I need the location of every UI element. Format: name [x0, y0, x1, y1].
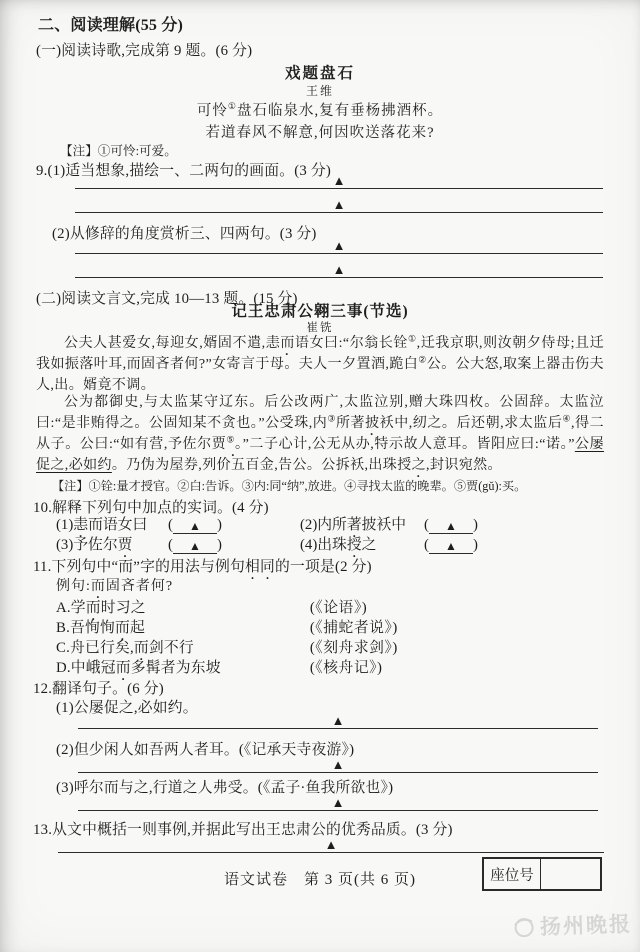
answer-blank: ▲ [173, 539, 217, 554]
blank-close-paren: ) [216, 537, 222, 553]
q10-item [300, 513, 478, 534]
answer-line [75, 261, 603, 278]
newspaper-logo-icon [512, 914, 537, 939]
poem-line: 若道春风不解意,何因吹送落花来? [205, 125, 435, 141]
watermark-text: 扬州晚报 [539, 912, 633, 940]
answer-blank: ▲ [429, 519, 473, 534]
answer-line [58, 836, 604, 853]
q10-item [300, 533, 478, 554]
seat-number-box [482, 857, 602, 891]
answer-marker: ▲ [332, 262, 346, 277]
q11-option-label: B.吾恂恂而起 [56, 620, 145, 636]
poem-author: 王维 [305, 84, 334, 98]
q11-option-label: D.中峨冠而多髯者为东坡 [56, 660, 221, 676]
q11-option-source: (《捕蛇者说》) [309, 620, 398, 636]
answer-marker: ▲ [331, 795, 345, 810]
q10-item [56, 533, 222, 554]
answer-marker: ▲ [332, 197, 346, 212]
answer-blank: ▲ [173, 519, 217, 534]
answer-line [78, 756, 598, 773]
q10-item-text: (3)予佐尔贾 [56, 537, 133, 553]
q10-item-text: (1)恚而语女曰 [56, 517, 148, 533]
poem-note: 【注】①可怜:可爱。 [60, 144, 177, 158]
passage-title: 记王忠肃公翱三事(节选) [231, 303, 409, 320]
q11-option [56, 656, 382, 677]
q10-stem: 10.解释下列句中加点的实词。(4 分) [33, 500, 269, 516]
q12-stem: 12.翻译句子。(6 分) [33, 681, 164, 697]
footer-doc-name: 语文试卷 [224, 872, 289, 888]
q10-item [56, 513, 222, 534]
answer-line [75, 172, 603, 189]
q11-stem: 11.下列句中“而”字的用法与例句相同的一项是(2 分) [33, 559, 372, 575]
q10-item-text: (4)出珠授之 [300, 537, 377, 553]
footer [224, 868, 416, 889]
answer-marker: ▲ [332, 173, 346, 188]
q12-item: (1)公屡促之,必如约。 [56, 700, 198, 716]
q9-item1-stem: 9.(1)适当想象,描绘一、二两句的画面。(3 分) [36, 163, 331, 179]
blank-open-paren: ( [424, 537, 429, 553]
q10-item-text: (2)内所著披袄中 [300, 517, 407, 533]
passage-note: 【注】①铨:量才授官。②白:告诉。③内:同“纳”,放进。④寻找太监的晚辈。⑤贾(gǔ):买。 [52, 479, 527, 493]
passage-paragraph: 公夫人甚爱女,每迎女,婿固不遣,恚而语女曰:“尔翁长铨①,迁我京职,则汝朝夕侍母;且迁我如振落叶耳,而固吝者何?”女寄言于母。夫人一夕置酒,跪白②公。公大怒,取案上器击伤夫人,出。婿竟不调。 [36, 333, 605, 393]
answer-marker: ▲ [331, 757, 345, 772]
blank-close-paren: ) [216, 517, 222, 533]
passage-paragraph: 公为都御史,与太监某守辽东。后公改两广,太监泣别,赠大珠四枚。公固辞。太监泣曰:“是非贿得之。公固知某不贪也。”公受珠,内③所著披袄中,纫之。后还朝,求太监后④,得二从子。公曰:“如有营,予佐尔贾⑤。”二子心计,公无从办,特示故人意耳。皆阳应曰:“诺。”公屡促之,必如约。乃伪为屋券,列价五百金,告公。公拆袄,出珠授之,封识宛然。 [36, 395, 605, 473]
seat-label: 座位号 [484, 859, 541, 889]
footer-page-number: 第 3 页(共 6 页) [304, 872, 417, 888]
blank-close-paren: ) [472, 517, 478, 533]
q11-option [56, 616, 398, 637]
answer-line [75, 196, 603, 213]
answer-marker: ▲ [331, 713, 345, 728]
q12-item: (2)但少闲人如吾两人者耳。(《记承天寺夜游》) [56, 742, 355, 758]
answer-line [78, 712, 598, 729]
answer-marker: ▲ [324, 837, 338, 852]
q9-item2-stem: (2)从修辞的角度赏析三、四两句。(3 分) [52, 226, 317, 242]
q11-option [56, 596, 367, 617]
q11-option [56, 636, 398, 657]
answer-line [75, 237, 603, 254]
poem-title: 戏题盘石 [284, 65, 355, 82]
blank-open-paren: ( [168, 537, 173, 553]
part2-intro: (二)阅读文言文,完成 10—13 题。(15 分) [36, 291, 298, 307]
blank-open-paren: ( [424, 517, 429, 533]
answer-blank: ▲ [429, 539, 473, 554]
passage-author: 崔铣 [306, 322, 334, 334]
seat-value-cell[interactable] [541, 859, 600, 889]
q13-stem: 13.从文中概括一则事例,并据此写出王忠肃公的优秀品质。(3 分) [33, 822, 453, 838]
yangzhou-evening-news-watermark [512, 908, 633, 942]
q11-example: 例句:而固吝者何? [56, 579, 174, 594]
q11-option-source: (《核舟记》) [309, 660, 383, 676]
blank-open-paren: ( [168, 517, 173, 533]
answer-line [78, 794, 598, 811]
part1-intro: (一)阅读诗歌,完成第 9 题。(6 分) [36, 43, 253, 59]
section-2-header: 二、阅读理解(55 分) [38, 17, 184, 34]
q11-option-source: (《刻舟求剑》) [309, 640, 398, 656]
blank-close-paren: ) [472, 537, 478, 553]
q12-item: (3)呼尔而与之,行道之人弗受。(《孟子·鱼我所欲也》) [56, 780, 394, 796]
q11-option-label: A.学而时习之 [56, 600, 146, 616]
q11-option-source: (《论语》) [309, 600, 368, 616]
q11-option-label: C.舟已行矣,而剑不行 [56, 640, 194, 656]
poem-line: 可怜①盘石临泉水,复有垂杨拂酒杯。 [196, 101, 444, 119]
answer-marker: ▲ [332, 238, 346, 253]
